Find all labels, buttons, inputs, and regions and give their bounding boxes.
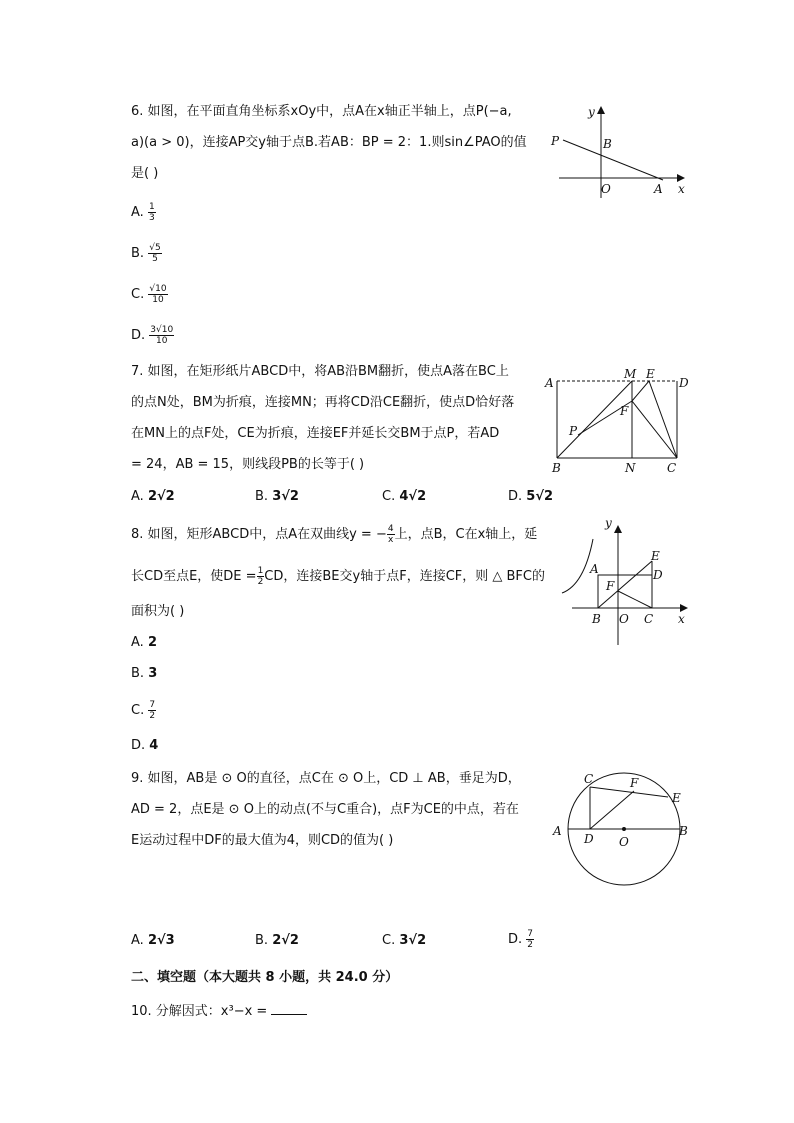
segment-ef xyxy=(632,381,649,401)
q9-option-b[interactable] xyxy=(255,933,299,949)
segment-cf xyxy=(618,591,652,608)
segment-ap xyxy=(563,140,663,180)
label-c: C xyxy=(667,461,677,475)
option-label: D. xyxy=(508,489,523,504)
q7-option-d[interactable] xyxy=(508,489,553,505)
q9-line-1: 9. 如图，AB是 ⊙ O的直径，点C在 ⊙ O上，CD ⊥ AB，垂足为D， xyxy=(131,771,521,786)
q8-line-1-post: 上，点B，C在x轴上，延 xyxy=(394,527,538,542)
q9-option-a[interactable] xyxy=(131,933,175,949)
option-label: A. xyxy=(131,933,144,948)
option-text: 2√3 xyxy=(147,933,175,948)
q8-de-fraction: $\frac{1}{2}$ xyxy=(257,566,264,587)
label-d: D xyxy=(653,568,663,582)
label-a: A xyxy=(654,182,663,196)
label-b: B xyxy=(552,461,561,475)
label-o: O xyxy=(619,835,629,849)
hyperbola-curve xyxy=(562,539,593,593)
q8-option-c[interactable] xyxy=(131,700,156,721)
q8-line-1-pre: 8. 如图，矩形ABCD中，点A在双曲线y = − xyxy=(131,527,387,542)
label-b: B xyxy=(592,612,601,626)
label-c: C xyxy=(584,772,594,786)
option-label: B. xyxy=(255,489,269,504)
option-text: 4√2 xyxy=(399,489,427,504)
q8-line-2-pre: 长CD至点E，使DE = xyxy=(131,569,257,584)
q7-option-b[interactable] xyxy=(255,489,299,505)
answer-blank[interactable] xyxy=(271,1002,307,1015)
option-text: 3 xyxy=(148,666,158,681)
label-e: E xyxy=(651,549,660,563)
label-f: F xyxy=(630,776,639,790)
option-fraction: $\frac{√5}{5}$ xyxy=(149,243,161,264)
label-y: y xyxy=(605,516,612,530)
y-axis-arrow xyxy=(614,525,622,533)
x-axis-arrow xyxy=(680,604,688,612)
option-text: 4 xyxy=(149,738,159,753)
q10-text: 10. 分解因式：x³−x = xyxy=(131,1004,268,1019)
q7-option-c[interactable] xyxy=(382,489,426,505)
option-fraction: $\frac{√10}{10}$ xyxy=(149,284,167,305)
label-b: B xyxy=(603,137,612,151)
option-text: 2√2 xyxy=(272,933,299,948)
segment-bm xyxy=(557,381,632,458)
option-label: D. xyxy=(131,738,146,753)
y-axis-arrow xyxy=(597,106,605,114)
option-fraction: $\frac{7}{2}$ xyxy=(527,929,534,950)
q7-line-3: 在MN上的点F处，CE为折痕，连接EF并延长交BM于点P，若AD xyxy=(131,426,500,441)
q8-line-1 xyxy=(131,524,537,545)
q6-line-1: 6. 如图，在平面直角坐标系xOy中，点A在x轴正半轴上，点P(−a, xyxy=(131,104,512,119)
q6-option-d[interactable] xyxy=(131,325,174,346)
q6-option-c[interactable] xyxy=(131,284,168,305)
center-point xyxy=(622,827,626,831)
option-label: D. xyxy=(508,932,523,947)
q8-figure xyxy=(560,515,700,650)
label-y: y xyxy=(588,105,595,119)
q9-line-2: AD = 2，点E是 ⊙ O上的动点(不与C重合)，点F为CE的中点，若在 xyxy=(131,802,519,817)
label-c: C xyxy=(644,612,654,626)
label-e: E xyxy=(672,791,681,805)
option-label: A. xyxy=(131,635,144,650)
option-fraction: $\frac{3√10}{10}$ xyxy=(150,325,174,346)
option-label: D. xyxy=(131,328,146,343)
label-p: P xyxy=(569,424,578,438)
q8-option-b[interactable] xyxy=(131,666,157,682)
q6-option-a[interactable] xyxy=(131,202,156,223)
q7-option-a[interactable] xyxy=(131,489,175,505)
option-text: 3√2 xyxy=(272,489,299,504)
segment-ec xyxy=(649,381,677,458)
option-label: C. xyxy=(382,489,396,504)
q6-figure xyxy=(545,100,695,205)
segment-fc xyxy=(632,401,677,458)
q7-line-1: 7. 如图，在矩形纸片ABCD中，将AB沿BM翻折，使点A落在BC上 xyxy=(131,364,509,379)
label-x: x xyxy=(678,612,685,626)
q7-line-4: = 24，AB = 15，则线段PB的长等于( ) xyxy=(131,457,365,472)
option-text: 2√2 xyxy=(147,489,175,504)
option-fraction: $\frac{7}{2}$ xyxy=(149,700,156,721)
label-x: x xyxy=(678,182,685,196)
option-label: C. xyxy=(382,933,396,948)
q10-line xyxy=(131,1002,307,1020)
label-e: E xyxy=(646,367,655,381)
option-label: B. xyxy=(255,933,269,948)
x-axis-arrow xyxy=(677,174,685,182)
label-n: N xyxy=(625,461,636,475)
label-o: O xyxy=(619,612,629,626)
q8-line-3: 面积为( ) xyxy=(131,604,185,619)
q6-line-2: a)(a > 0)，连接AP交y轴于点B.若AB：BP = 2：1.则sin∠PAO的值 xyxy=(131,135,527,150)
option-label: B. xyxy=(131,666,145,681)
q8-line-2-post: CD，连接BE交y轴于点F，连接CF，则 △ BFC的 xyxy=(264,569,545,584)
q9-figure xyxy=(548,765,698,893)
option-fraction: $\frac{1}{3}$ xyxy=(148,202,155,223)
label-f: F xyxy=(606,579,615,593)
q8-option-d[interactable] xyxy=(131,738,158,754)
label-d: D xyxy=(584,832,594,846)
q6-line-3: 是( ) xyxy=(131,166,159,181)
q6-option-b[interactable] xyxy=(131,243,162,264)
section-2-title: 二、填空题（本大题共 8 小题，共 24.0 分） xyxy=(131,970,399,985)
q9-option-d[interactable] xyxy=(508,929,534,950)
option-text: 5√2 xyxy=(526,489,554,504)
q7-line-2: 的点N处，BM为折痕，连接MN；再将CD沿CE翻折，使点D恰好落 xyxy=(131,395,515,410)
option-label: B. xyxy=(131,246,145,261)
label-f: F xyxy=(620,404,629,418)
option-text: 2 xyxy=(147,635,157,650)
q8-hyperbola-fraction: $\frac{4}{x}$ xyxy=(387,524,394,545)
label-m: M xyxy=(624,367,637,381)
option-label: C. xyxy=(131,703,145,718)
q8-line-2 xyxy=(131,566,545,587)
option-label: A. xyxy=(131,489,144,504)
label-a: A xyxy=(553,824,562,838)
option-text: 3√2 xyxy=(399,933,427,948)
label-d: D xyxy=(679,376,689,390)
label-a: A xyxy=(545,376,554,390)
option-label: A. xyxy=(131,205,144,220)
label-a: A xyxy=(590,562,599,576)
label-b: B xyxy=(679,824,688,838)
label-p: P xyxy=(551,134,560,148)
label-o: O xyxy=(601,182,611,196)
option-label: C. xyxy=(131,287,145,302)
q9-line-3: E运动过程中DF的最大值为4，则CD的值为( ) xyxy=(131,833,394,848)
q7-figure xyxy=(540,365,695,475)
segment-df xyxy=(590,791,634,829)
q9-option-c[interactable] xyxy=(382,933,426,949)
q8-option-a[interactable] xyxy=(131,635,157,651)
